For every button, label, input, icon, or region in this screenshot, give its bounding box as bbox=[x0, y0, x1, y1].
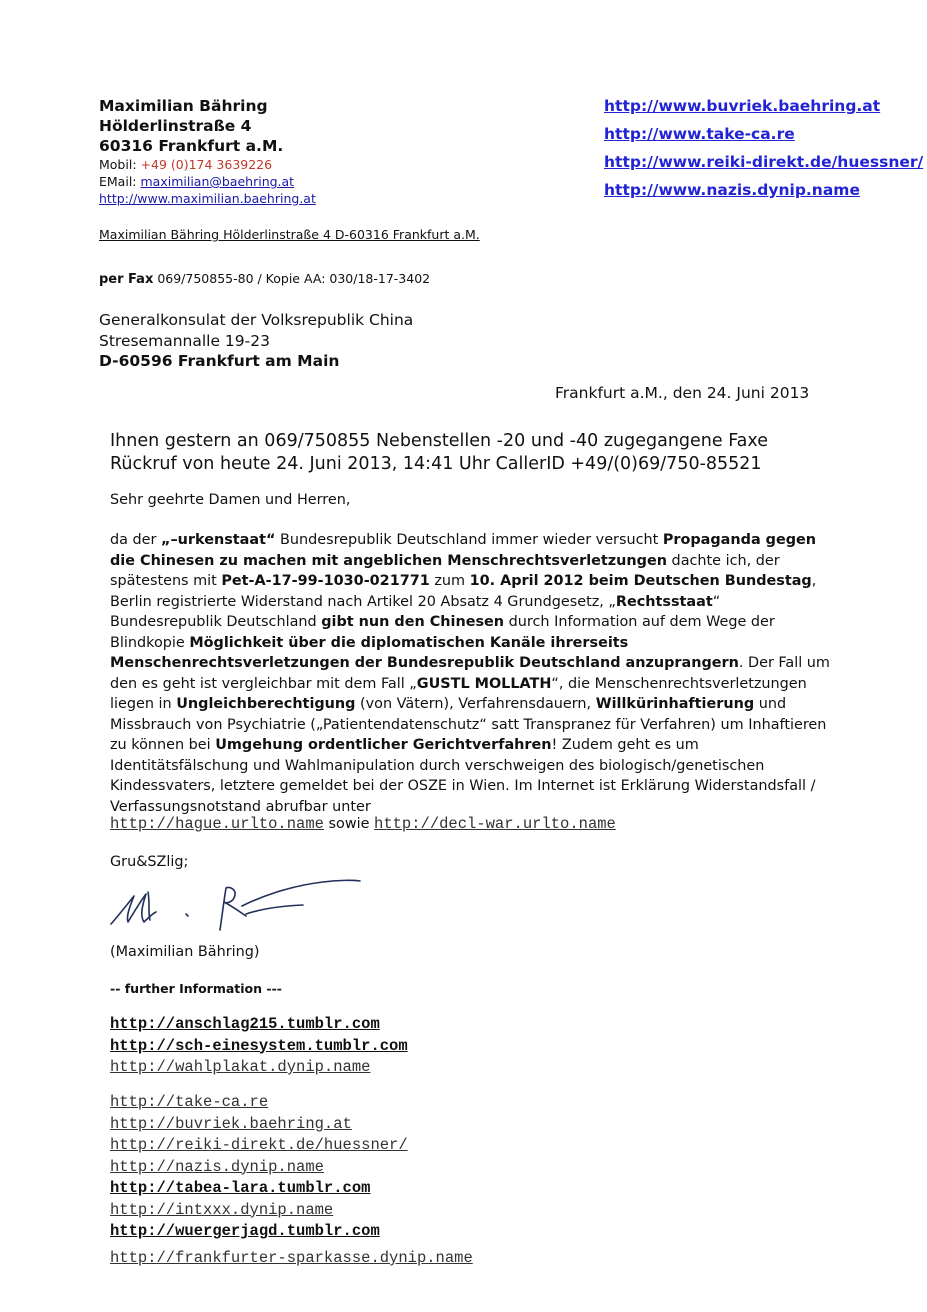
body-text-segment: , Berlin registrierte Widerstand nach Artikel 20 Absatz 4 Grundgesetz, „ bbox=[110, 573, 817, 610]
body-emphasis: Rechtsstaat bbox=[615, 593, 713, 610]
body-text-segment: (von Vätern), Verfahrensdauern, bbox=[355, 696, 596, 712]
declaration-link-decl-war[interactable]: http://decl-war.urlto.name bbox=[374, 815, 616, 833]
sender-address-block bbox=[99, 96, 316, 207]
recipient-line-2: Stresemannalle 19-23 bbox=[99, 331, 270, 350]
sender-web-link[interactable]: http://www.maximilian.baehring.at bbox=[99, 191, 316, 206]
link-wahlplakat[interactable]: http://wahlplakat.dynip.name bbox=[110, 1058, 371, 1076]
body-emphasis: Propaganda gegen die Chinesen zu machen mit angeblichen Menschrechtsverletzungen bbox=[110, 532, 817, 569]
body-emphasis: Pet-A-17-99-1030-021771 bbox=[221, 573, 430, 589]
link-reiki-direkt[interactable]: http://reiki-direkt.de/huessner/ bbox=[110, 1136, 408, 1154]
body-emphasis: gibt nun den Chinesen bbox=[321, 614, 505, 630]
fax-label: per Fax bbox=[99, 272, 154, 287]
link-intxxx[interactable]: http://intxxx.dynip.name bbox=[110, 1200, 334, 1219]
link-anschlag215[interactable]: http://anschlag215.tumblr.com bbox=[110, 1015, 380, 1033]
handwritten-signature bbox=[108, 872, 373, 934]
body-emphasis: Ungleichberechtigung bbox=[176, 696, 356, 712]
body-text-segment: durch Information auf dem Wege der Blindkopie bbox=[110, 614, 775, 651]
sender-city: 60316 Frankfurt a.M. bbox=[99, 137, 284, 155]
link-wuergerjagd[interactable]: http://wuergerjagd.tumblr.com bbox=[110, 1222, 380, 1240]
email-link[interactable]: maximilian@baehring.at bbox=[140, 174, 295, 189]
link-take-ca[interactable]: http://take-ca.re bbox=[110, 1093, 269, 1111]
recipient-block bbox=[99, 310, 413, 372]
declaration-links-line bbox=[110, 815, 616, 833]
sender-street: Hölderlinstraße 4 bbox=[99, 117, 252, 135]
sender-name: Maximilian Bähring bbox=[99, 97, 268, 115]
body-emphasis: 10. April 2012 beim Deutschen Bundestag bbox=[469, 573, 812, 589]
link-buvriek[interactable]: http://buvriek.baehring.at bbox=[110, 1114, 352, 1133]
sender-web-line bbox=[99, 190, 316, 207]
letter-date: Frankfurt a.M., den 24. Juni 2013 bbox=[555, 384, 810, 402]
closing: Gru&SZlig; bbox=[110, 854, 189, 870]
fax-text: 069/750855-80 / Kopie AA: 030/18-17-3402 bbox=[153, 271, 431, 286]
recipient-line-1: Generalkonsulat der Volksrepublik China bbox=[99, 311, 414, 329]
declaration-joiner: sowie bbox=[323, 816, 375, 832]
body-emphasis: „–urkenstaat“ bbox=[161, 532, 276, 548]
top-link-nazis[interactable]: http://www.nazis.dynip.name bbox=[604, 181, 860, 199]
link-group-1 bbox=[110, 1013, 408, 1078]
mobile-number: +49 (0)174 3639226 bbox=[140, 157, 273, 172]
link-sch-einesystem[interactable]: http://sch-einesystem.tumblr.com bbox=[110, 1036, 408, 1055]
link-tabea-lara[interactable]: http://tabea-lara.tumblr.com bbox=[110, 1179, 371, 1197]
body-text-segment: dachte ich, der spätestens mit bbox=[110, 552, 780, 589]
body-emphasis: Willkürinhaftierung bbox=[595, 696, 755, 712]
subject-block bbox=[110, 430, 768, 476]
email-label: EMail: bbox=[99, 174, 137, 189]
further-info-heading: -- further Information --- bbox=[110, 981, 282, 996]
declaration-link-hague[interactable]: http://hague.urlto.name bbox=[110, 815, 324, 833]
link-group-2 bbox=[110, 1091, 408, 1242]
body-paragraph bbox=[110, 530, 830, 817]
signature-name: (Maximilian Bähring) bbox=[110, 944, 260, 960]
link-frankfurter-sparkasse[interactable]: http://frankfurter-sparkasse.dynip.name bbox=[110, 1249, 473, 1267]
body-emphasis: Möglichkeit über die diplomatischen Kanäle ihrerseits Menschenrechtsverletzungen der Bundesrepublik Deutschland anzuprangern bbox=[110, 634, 739, 671]
sender-mobile-line bbox=[99, 156, 316, 173]
body-text-segment: ! Zudem geht es um Identitätsfälschung und Wahlmanipulation durch verschweigen des biologisch/genetischen Kindessvaters, letztere gemeldet bei der OSZE in Wien. Im Internet ist Erklärung Widerstandsfall / Verfassungsnotstand abrufbar unter bbox=[110, 737, 816, 815]
top-link-buvriek[interactable]: http://www.buvriek.baehring.at bbox=[604, 97, 881, 115]
body-emphasis: Umgehung ordentlicher Gerichtverfahren bbox=[215, 737, 552, 753]
link-group-3 bbox=[110, 1247, 473, 1269]
body-text-segment: und Missbrauch von Psychiatrie („Patientendatenschutz“ satt Transpranez für Verfahren) um Inhaftieren zu können bei bbox=[110, 696, 827, 753]
top-links bbox=[604, 92, 923, 204]
body-text-segment: “ Bundesrepublik Deutschland bbox=[110, 593, 721, 630]
subject-line-1: Ihnen gestern an 069/750855 Nebenstellen -20 und -40 zugegangene Faxe bbox=[110, 431, 768, 451]
recipient-line-3: D-60596 Frankfurt am Main bbox=[99, 352, 340, 370]
body-text-segment: . Der Fall um den es geht ist vergleichbar mit dem Fall „ bbox=[110, 655, 830, 692]
body-text-segment: Bundesrepublik Deutschland immer wieder versucht bbox=[275, 532, 663, 548]
top-link-reiki[interactable]: http://www.reiki-direkt.de/huessner/ bbox=[604, 153, 924, 171]
sender-email-line bbox=[99, 173, 316, 190]
top-link-take-ca[interactable]: http://www.take-ca.re bbox=[604, 125, 795, 143]
body-text-segment: “, die Menschenrechtsverletzungen liegen in bbox=[110, 675, 807, 712]
body-emphasis: GUSTL MOLLATH bbox=[416, 675, 552, 692]
mobile-label: Mobil: bbox=[99, 157, 137, 172]
return-address: Maximilian Bähring Hölderlinstraße 4 D-60316 Frankfurt a.M. bbox=[99, 227, 480, 242]
body-text-segment: zum bbox=[429, 573, 470, 589]
fax-line bbox=[99, 271, 430, 287]
body-text-segment: da der bbox=[110, 532, 162, 548]
link-nazis[interactable]: http://nazis.dynip.name bbox=[110, 1157, 324, 1176]
subject-line-2: Rückruf von heute 24. Juni 2013, 14:41 Uhr CallerID +49/(0)69/750-85521 bbox=[110, 454, 762, 474]
salutation: Sehr geehrte Damen und Herren, bbox=[110, 492, 351, 508]
